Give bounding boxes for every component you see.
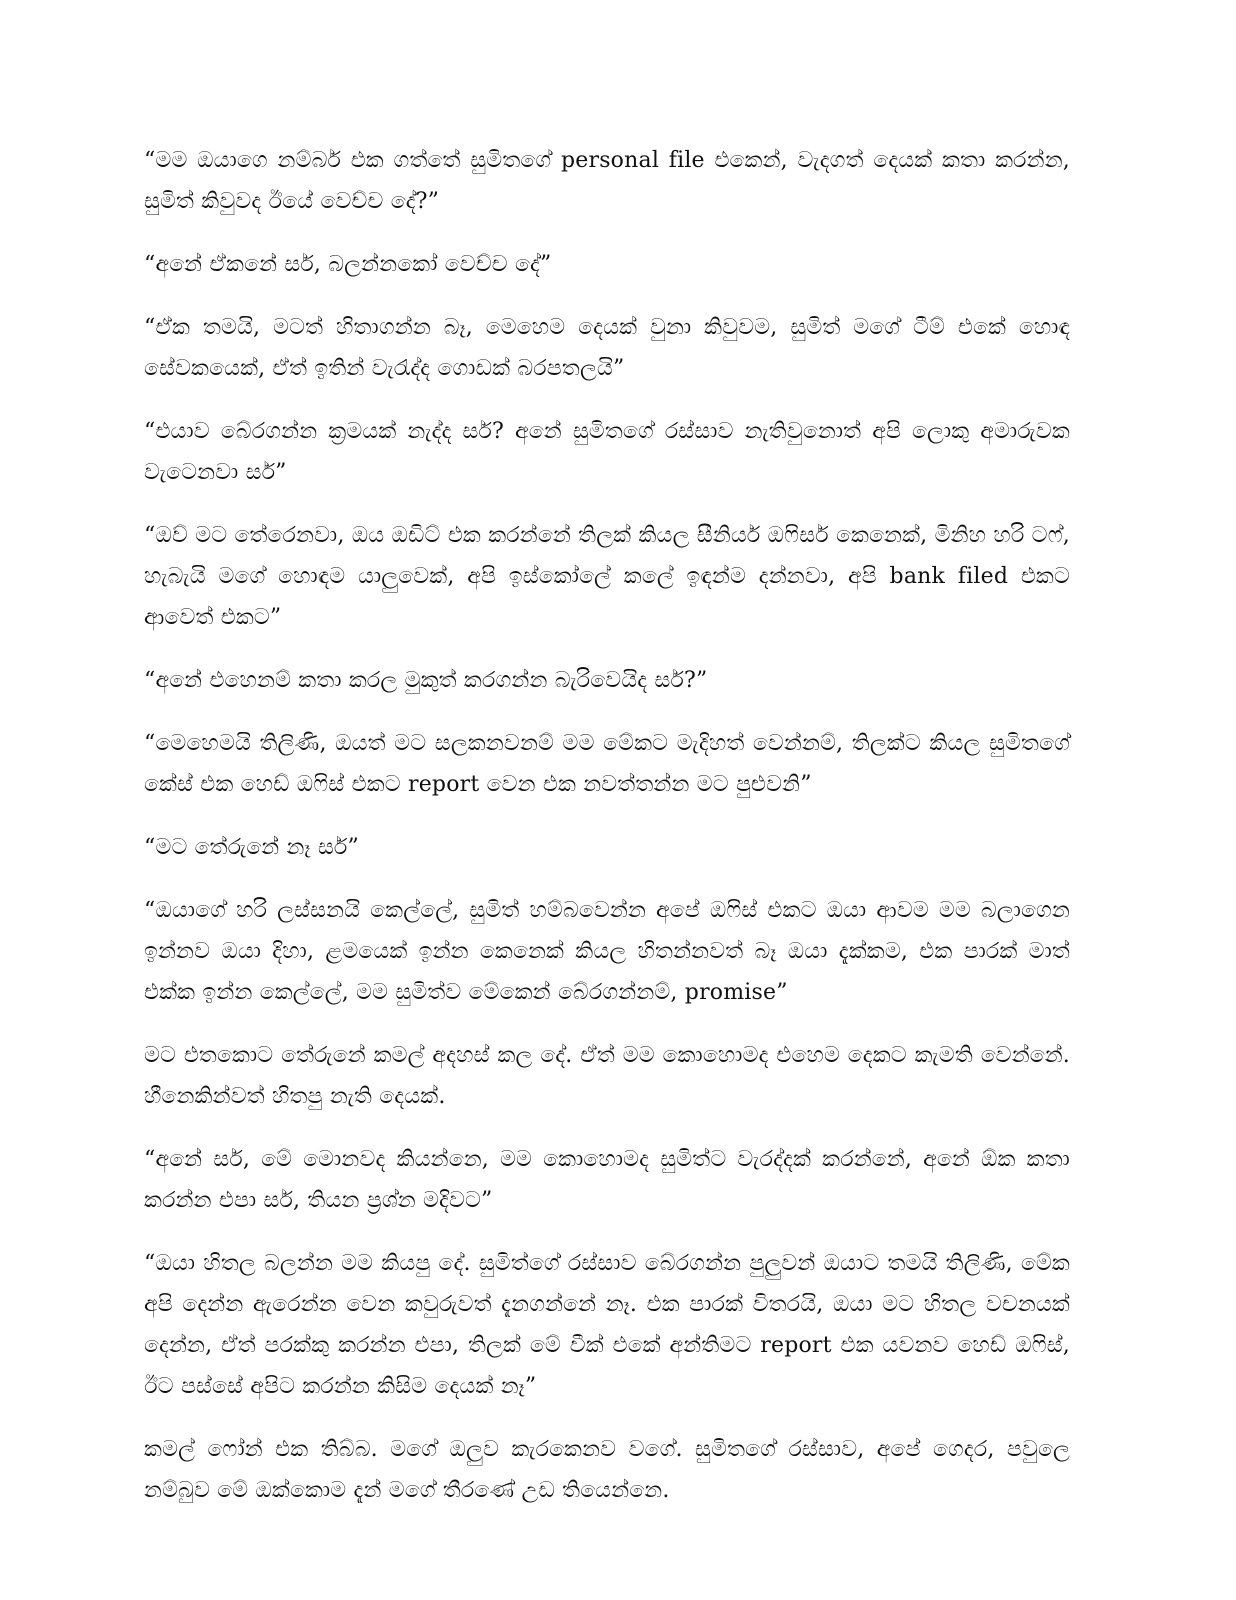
paragraph: “අනේ ඒකනේ සර්, බලන්නකෝ වෙච්ච දේ” (144, 252, 552, 277)
paragraph: කමල් ෆෝන් එක තිබ්බ. මගේ ඔලුව කැරකෙනව වගේ. සුමිතගේ රස්සාව, අපේ ගෙදර, පවුලෙ නම්බුව මේ ඔක්කොම දැන් මගේ තීරණේ උඩ තියෙන්නෙ. (144, 1437, 1070, 1503)
paragraph: “ඔව් මට තේරෙනවා, ඔය ඔඩිට් එක කරන්නේ තිලක් කියල සීනියර් ඔෆිසර් කෙනෙක්, මිනිහ හරි ටෆ්, හැබැයි මගේ හොඳම යාලුවෙක්, අපි ඉස්කෝලේ කලේ ඉඳන්ම දන්නවා, අපි bank filed එකට ආවෙත් එකට” (144, 523, 1070, 630)
paragraph: “ඔයාගේ හරි ලස්සනයි කෙල්ලේ, සුමිත් හම්බවෙන්න අපේ ඔෆිස් එකට ඔයා ආවම මම බලාගෙන ඉන්නව ඔයා දිහා, ළමයෙක් ඉන්න කෙනෙක් කියල හිතන්නවත් බෑ ඔයා දැක්කම, එක පාරක් මාත් එක්ක ඉන්න කෙල්ලේ, මම සුමිත්ව මේකෙන් බේරගන්නම්, promise” (144, 898, 1070, 1005)
paragraph: “මම ඔයාගෙ නම්බර් එක ගත්තේ සුමිතගේ personal file එකෙන්, වැදගත් දෙයක් කතා කරන්න, සුමිත් කිවුවද ඊයේ වෙච්ච දේ?” (144, 148, 1070, 214)
paragraph: “අනේ සර්, මේ මොනවද කියන්නෙ, මම කොහොමද සුමිත්ට වැරද්දක් කරන්නේ, අනේ ඕක කතා කරන්න එපා සර්, තියන ප්‍රශ්න මදිවට” (144, 1147, 1070, 1213)
paragraph: “මෙහෙමයි තිලිණි, ඔයත් මට සලකනවනම් මම මේකට මැදිහත් වෙන්නම්, තිලක්ට කියල සුමිතගේ කේස් එක හෙඩ් ඔෆිස් එකට report වෙන එක නවත්තන්න මට පුළුවනි” (144, 731, 1070, 797)
paragraph: මට එතකොට තේරුනේ කමල් අදහස් කල දේ. ඒත් මම කොහොමද එහෙම දෙකට කැමති වෙන්නේ. හීනෙකින්වත් හිතපු නැති දෙයක්. (144, 1043, 1070, 1109)
paragraph: “ඒක තමයි, මටත් හිතාගන්න බෑ, මෙහෙම දෙයක් වුනා කිවුවම, සුමිත් මගේ ටීම් එකේ හොඳ සේවකයෙක්, ඒත් ඉතින් වැරැද්ද ගොඩක් බරපතලයි” (144, 315, 1070, 381)
paragraph: “මට තේරුනේ නෑ සර්” (144, 835, 359, 860)
paragraph: “අනේ එහෙනම් කතා කරල මුකුත් කරගන්න බැරිවෙයිද සර්?” (144, 668, 708, 693)
document-body (144, 140, 1070, 1533)
paragraph: “එයාව බේරගන්න ක්‍රමයක් නැද්ද සර්? අනේ සුමිතගේ රස්සාව නැතිවුනොත් අපි ලොකු අමාරුවක වැටෙනවා සර්” (144, 419, 1070, 485)
paragraph: “ඔයා හිතල බලන්න මම කියපු දේ. සුමිත්ගේ රස්සාව බේරගන්න පුලුවන් ඔයාට තමයි තිලිණි, මේක අපි දෙන්න ඇරෙන්න වෙන කවුරුවත් දැනගන්නේ නෑ. එක පාරක් විතරයි, ඔයා මට හිතල වචනයක් දෙන්න, ඒත් පරක්කු කරන්න එපා, තිලක් මේ වීක් එකේ අන්තිමට report එක යවනව හෙඩ් ඔෆිස්, ඊට පස්සේ අපිට කරන්න කිසිම දෙයක් නෑ” (144, 1251, 1070, 1399)
